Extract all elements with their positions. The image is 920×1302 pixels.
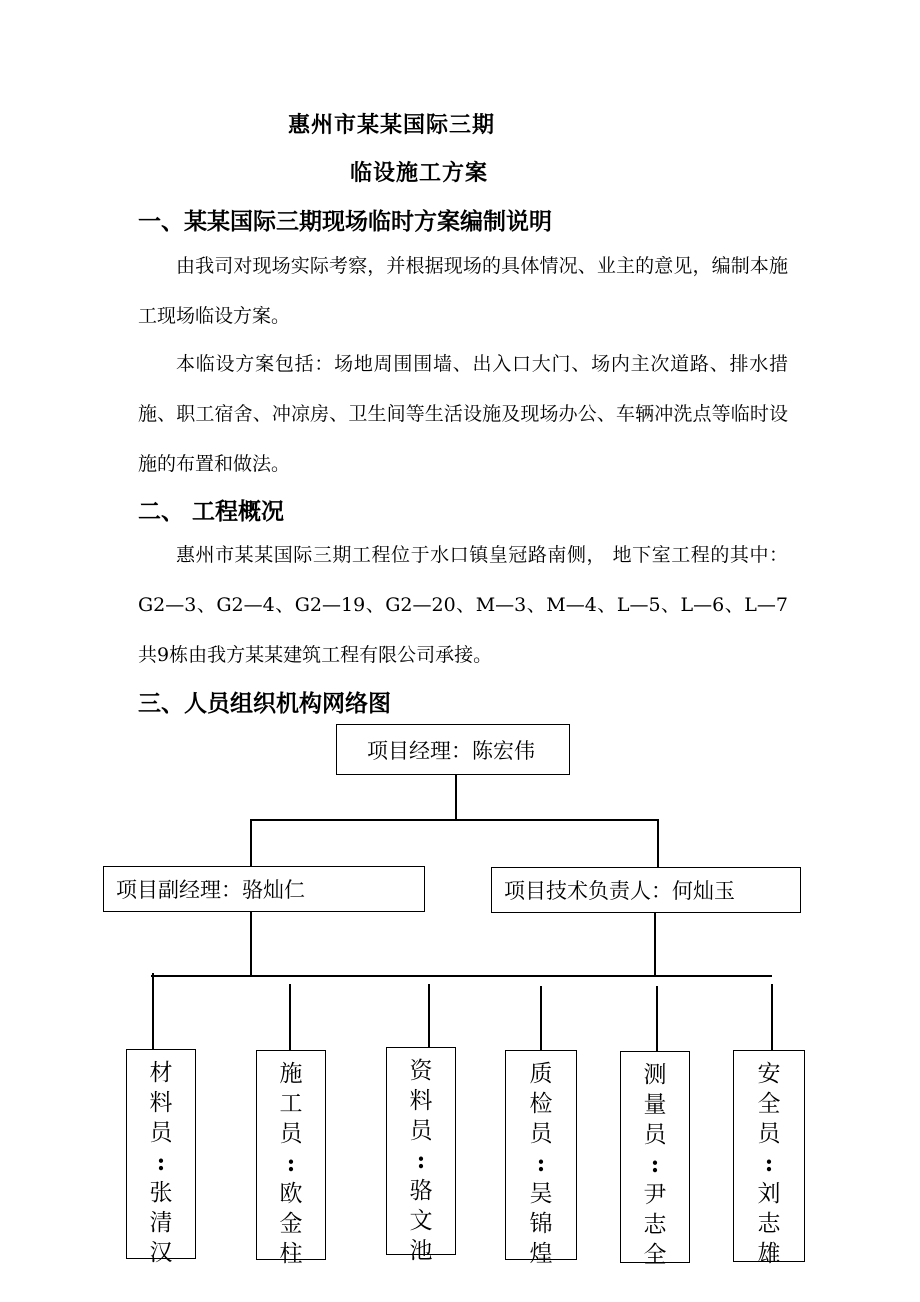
section-2-paragraph-1: 惠州市某某国际三期工程位于水口镇皇冠路南侧， 地下室工程的其中：G2—3、G2—4、G2—19、G2—20、M—3、M—4、L—5、L—6、L—7共9栋由我方某某建筑工程有限公司承接。: [138, 544, 788, 666]
org-line-deputy-down: [250, 912, 252, 976]
staff-role: 材料员: [149, 1060, 173, 1146]
staff-separator: :: [416, 1147, 426, 1174]
org-line-bottom-horizontal: [151, 975, 772, 977]
staff-role: 测量员: [643, 1062, 667, 1148]
staff-separator: :: [650, 1151, 660, 1178]
org-line-staff-1: [152, 973, 154, 1049]
staff-name: 刘志雄: [757, 1181, 781, 1267]
org-box-staff-construction: [256, 1050, 326, 1267]
org-box-staff-documents: [386, 1047, 456, 1264]
staff-role: 安全员: [757, 1061, 781, 1147]
org-deputy-label: 项目副经理：骆灿仁: [116, 878, 305, 902]
section-1-paragraph-2: 本临设方案包括：场地周围围墙、出入口大门、场内主次道路、排水措施、职工宿舍、冲凉房、卫生间等生活设施及现场办公、车辆冲洗点等临时设施的布置和做法。: [138, 353, 788, 475]
org-line-tech-down: [654, 913, 656, 976]
staff-role: 资料员: [409, 1058, 433, 1144]
org-manager-label: 项目经理：陈宏伟: [367, 738, 535, 763]
staff-name: 尹志全: [643, 1182, 667, 1268]
org-line-staff-5: [656, 986, 658, 1052]
org-box-staff-quality: [505, 1050, 577, 1267]
org-box-staff-materials: [126, 1049, 196, 1266]
org-line-to-tech: [657, 819, 659, 867]
staff-separator: :: [156, 1149, 166, 1176]
doc-title-line1: 惠州市某某国际三期: [288, 113, 496, 138]
section-3-heading: 三、人员组织机构网络图: [138, 691, 391, 717]
org-line-staff-3: [428, 984, 430, 1048]
org-line-staff-6: [771, 984, 773, 1050]
section-2-heading: 二、 工程概况: [138, 499, 285, 525]
staff-separator: :: [764, 1150, 774, 1177]
org-line-manager-down: [455, 774, 457, 820]
org-line-staff-4: [540, 986, 542, 1050]
doc-title-line2: 临设施工方案: [350, 161, 489, 186]
org-line-staff-2: [289, 984, 291, 1050]
staff-role: 施工员: [279, 1061, 303, 1147]
staff-role: 质检员: [529, 1061, 553, 1147]
section-1-heading: 一、某某国际三期现场临时方案编制说明: [138, 209, 552, 235]
staff-name: 骆文池: [409, 1178, 433, 1264]
org-box-tech-lead: [491, 867, 801, 913]
org-box-manager: [336, 724, 570, 775]
staff-name: 吴锦煌: [529, 1181, 553, 1267]
org-line-to-deputy: [250, 819, 252, 866]
org-box-staff-safety: [733, 1050, 805, 1267]
org-box-deputy: [103, 866, 425, 912]
staff-name: 欧金柱: [279, 1181, 303, 1267]
org-tech-lead-label: 项目技术负责人：何灿玉: [504, 879, 735, 903]
staff-separator: :: [536, 1150, 546, 1177]
org-line-top-horizontal: [250, 819, 658, 821]
section-1-paragraph-1: 由我司对现场实际考察，并根据现场的具体情况、业主的意见，编制本施工现场临设方案。: [138, 255, 788, 327]
org-box-staff-survey: [620, 1051, 690, 1268]
staff-name: 张清汉: [149, 1180, 173, 1266]
staff-separator: :: [286, 1150, 296, 1177]
